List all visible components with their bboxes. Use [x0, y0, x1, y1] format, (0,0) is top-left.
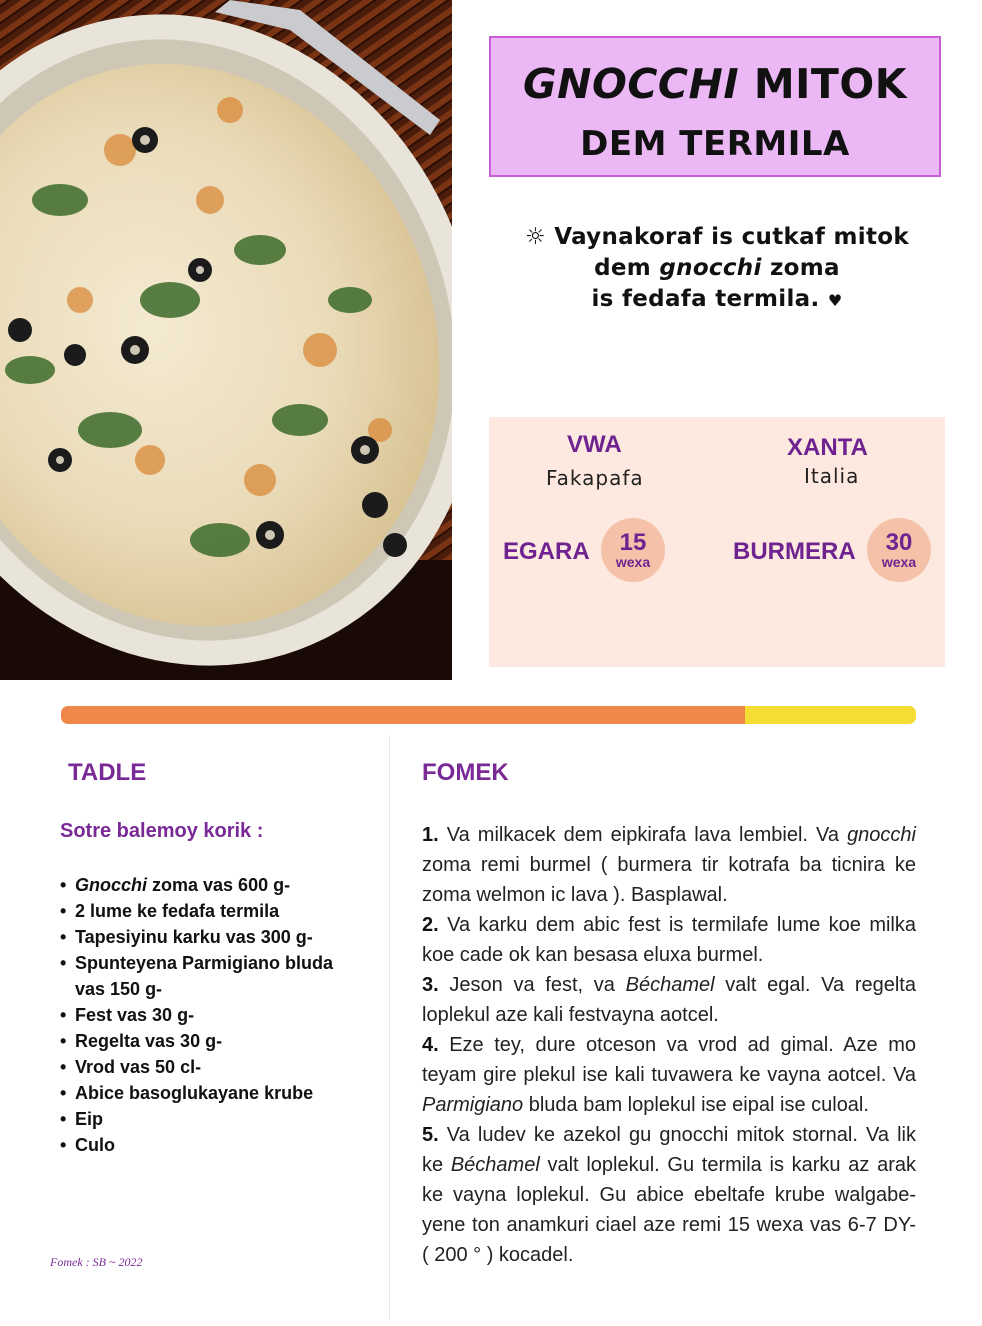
- step-text-italic: gnocchi: [847, 824, 916, 846]
- difficulty-label: VWA: [567, 431, 622, 458]
- step-text: zoma remi burmel ( burmera tir kotrafa ba ticnira ke zoma welmon ic lava ). Basplawal.: [422, 854, 916, 906]
- method-steps: [422, 820, 916, 1270]
- recipe-info-box: [489, 417, 945, 667]
- intro-line3: is fedafa termila.: [591, 286, 828, 312]
- method-step: [422, 1120, 916, 1270]
- step-text: valt loplekul. Gu termila is karku az arak ke vayna loplekul. Gu abice ebeltafe krube walgabe-yene ton anamkuri ciael aze remi 15 wexa vas 6-7 DY- ( 200 ° ) kocadel.: [422, 1154, 916, 1266]
- step-text-italic: Béchamel: [450, 1154, 540, 1176]
- ingredient-text: Fest vas 30 g-: [75, 1005, 195, 1025]
- cook-time-value: 30: [885, 529, 913, 556]
- ingredient-item: [60, 1106, 360, 1132]
- origin-label: XANTA: [787, 434, 868, 461]
- ingredient-item: [60, 1028, 360, 1054]
- ingredient-text: Regelta vas 30 g-: [75, 1031, 223, 1051]
- step-text: Jeson va fest, va: [438, 974, 626, 996]
- title-rest: MITOK: [739, 60, 907, 108]
- method-step: [422, 910, 916, 970]
- step-text-italic: Béchamel: [625, 974, 715, 996]
- difficulty-value: Fakapafa: [546, 466, 644, 490]
- cook-time-badge: [867, 518, 931, 582]
- step-number: 1.: [422, 824, 439, 846]
- method-step: [422, 1030, 916, 1120]
- step-text: Va karku dem abic fest is termilafe lume koe milka koe cade ok kan besasa eluxa burmel.: [422, 914, 916, 966]
- ingredient-item: [60, 898, 360, 924]
- step-number: 2.: [422, 914, 439, 936]
- ingredient-text: Culo: [75, 1135, 115, 1155]
- step-number: 3.: [422, 974, 439, 996]
- recipe-title-box: [489, 36, 941, 177]
- step-text-italic: Parmigiano: [422, 1094, 524, 1116]
- step-text: valt egal. Va regelta loplekul aze kali festvayna aotcel.: [422, 974, 916, 1026]
- recipe-intro: [489, 222, 945, 316]
- ingredients-subtitle: Sotre balemoy korik :: [60, 820, 264, 842]
- cook-time-unit: wexa: [881, 554, 917, 570]
- ingredient-text: Tapesiyinu karku vas 300 g-: [75, 927, 313, 947]
- intro-line2-start: dem: [594, 255, 660, 281]
- recipe-title-line2: DEM TERMILA: [580, 124, 850, 164]
- ingredient-item: [60, 1054, 360, 1080]
- column-divider: [389, 735, 390, 1320]
- ingredient-item: [60, 950, 360, 1002]
- divider-bar-yellow: [745, 706, 916, 724]
- method-title: FOMEK: [422, 759, 509, 786]
- ingredient-item: [60, 924, 360, 950]
- ingredient-text: Vrod vas 50 cl-: [75, 1057, 202, 1077]
- intro-line1: Vaynakoraf is cutkaf mitok: [545, 224, 909, 250]
- intro-line2-italic: gnocchi: [659, 255, 762, 281]
- step-text: Va milkacek dem eipkirafa lava lembiel. Va: [438, 824, 848, 846]
- ingredient-item: [60, 1002, 360, 1028]
- ingredient-item: [60, 1080, 360, 1106]
- intro-line2-end: zoma: [761, 255, 840, 281]
- origin-value: Italia: [804, 464, 860, 488]
- ingredient-text: zoma vas 600 g-: [147, 875, 291, 895]
- divider-bar-orange: [61, 706, 745, 724]
- step-number: 5.: [422, 1124, 439, 1146]
- step-text: Eze tey, dure otceson va vrod ad gimal. Aze mo teyam gire plekul ise kali tuvawera ke vayna aotcel. Va: [422, 1034, 916, 1086]
- step-text: bluda bam loplekul ise eipal ise culoal.: [523, 1094, 869, 1116]
- ingredient-item: [60, 1132, 360, 1158]
- ingredient-italic: Gnocchi: [75, 875, 148, 895]
- prep-label: EGARA: [503, 538, 590, 565]
- title-italic-word: GNOCCHI: [523, 60, 740, 108]
- ingredient-text: Spunteyena Parmigiano bluda vas 150 g-: [75, 953, 334, 999]
- prep-time-value: 15: [619, 529, 647, 556]
- step-number: 4.: [422, 1034, 439, 1056]
- sun-icon: ☼: [525, 224, 546, 250]
- recipe-title-line1: [491, 60, 939, 108]
- gratin-dish-photo-icon: [0, 0, 452, 680]
- prep-time-badge: [601, 518, 665, 582]
- ingredients-list: [60, 872, 360, 1158]
- cook-label: BURMERA: [733, 538, 856, 565]
- heart-icon: ♥: [827, 291, 843, 310]
- method-step: [422, 820, 916, 910]
- ingredient-item: [60, 872, 360, 898]
- prep-time-unit: wexa: [615, 554, 651, 570]
- ingredient-text: Abice basoglukayane krube: [75, 1083, 314, 1103]
- ingredient-text: Eip: [75, 1109, 104, 1129]
- ingredient-text: 2 lume ke fedafa termila: [75, 901, 280, 921]
- method-step: [422, 970, 916, 1030]
- ingredients-title: TADLE: [68, 759, 147, 786]
- credit-text: Fomek : SB ~ 2022: [50, 1255, 143, 1269]
- step-text: Va ludev ke azekol gu gnocchi mitok stornal. Va lik ke: [422, 1124, 916, 1176]
- recipe-photo: [0, 0, 452, 680]
